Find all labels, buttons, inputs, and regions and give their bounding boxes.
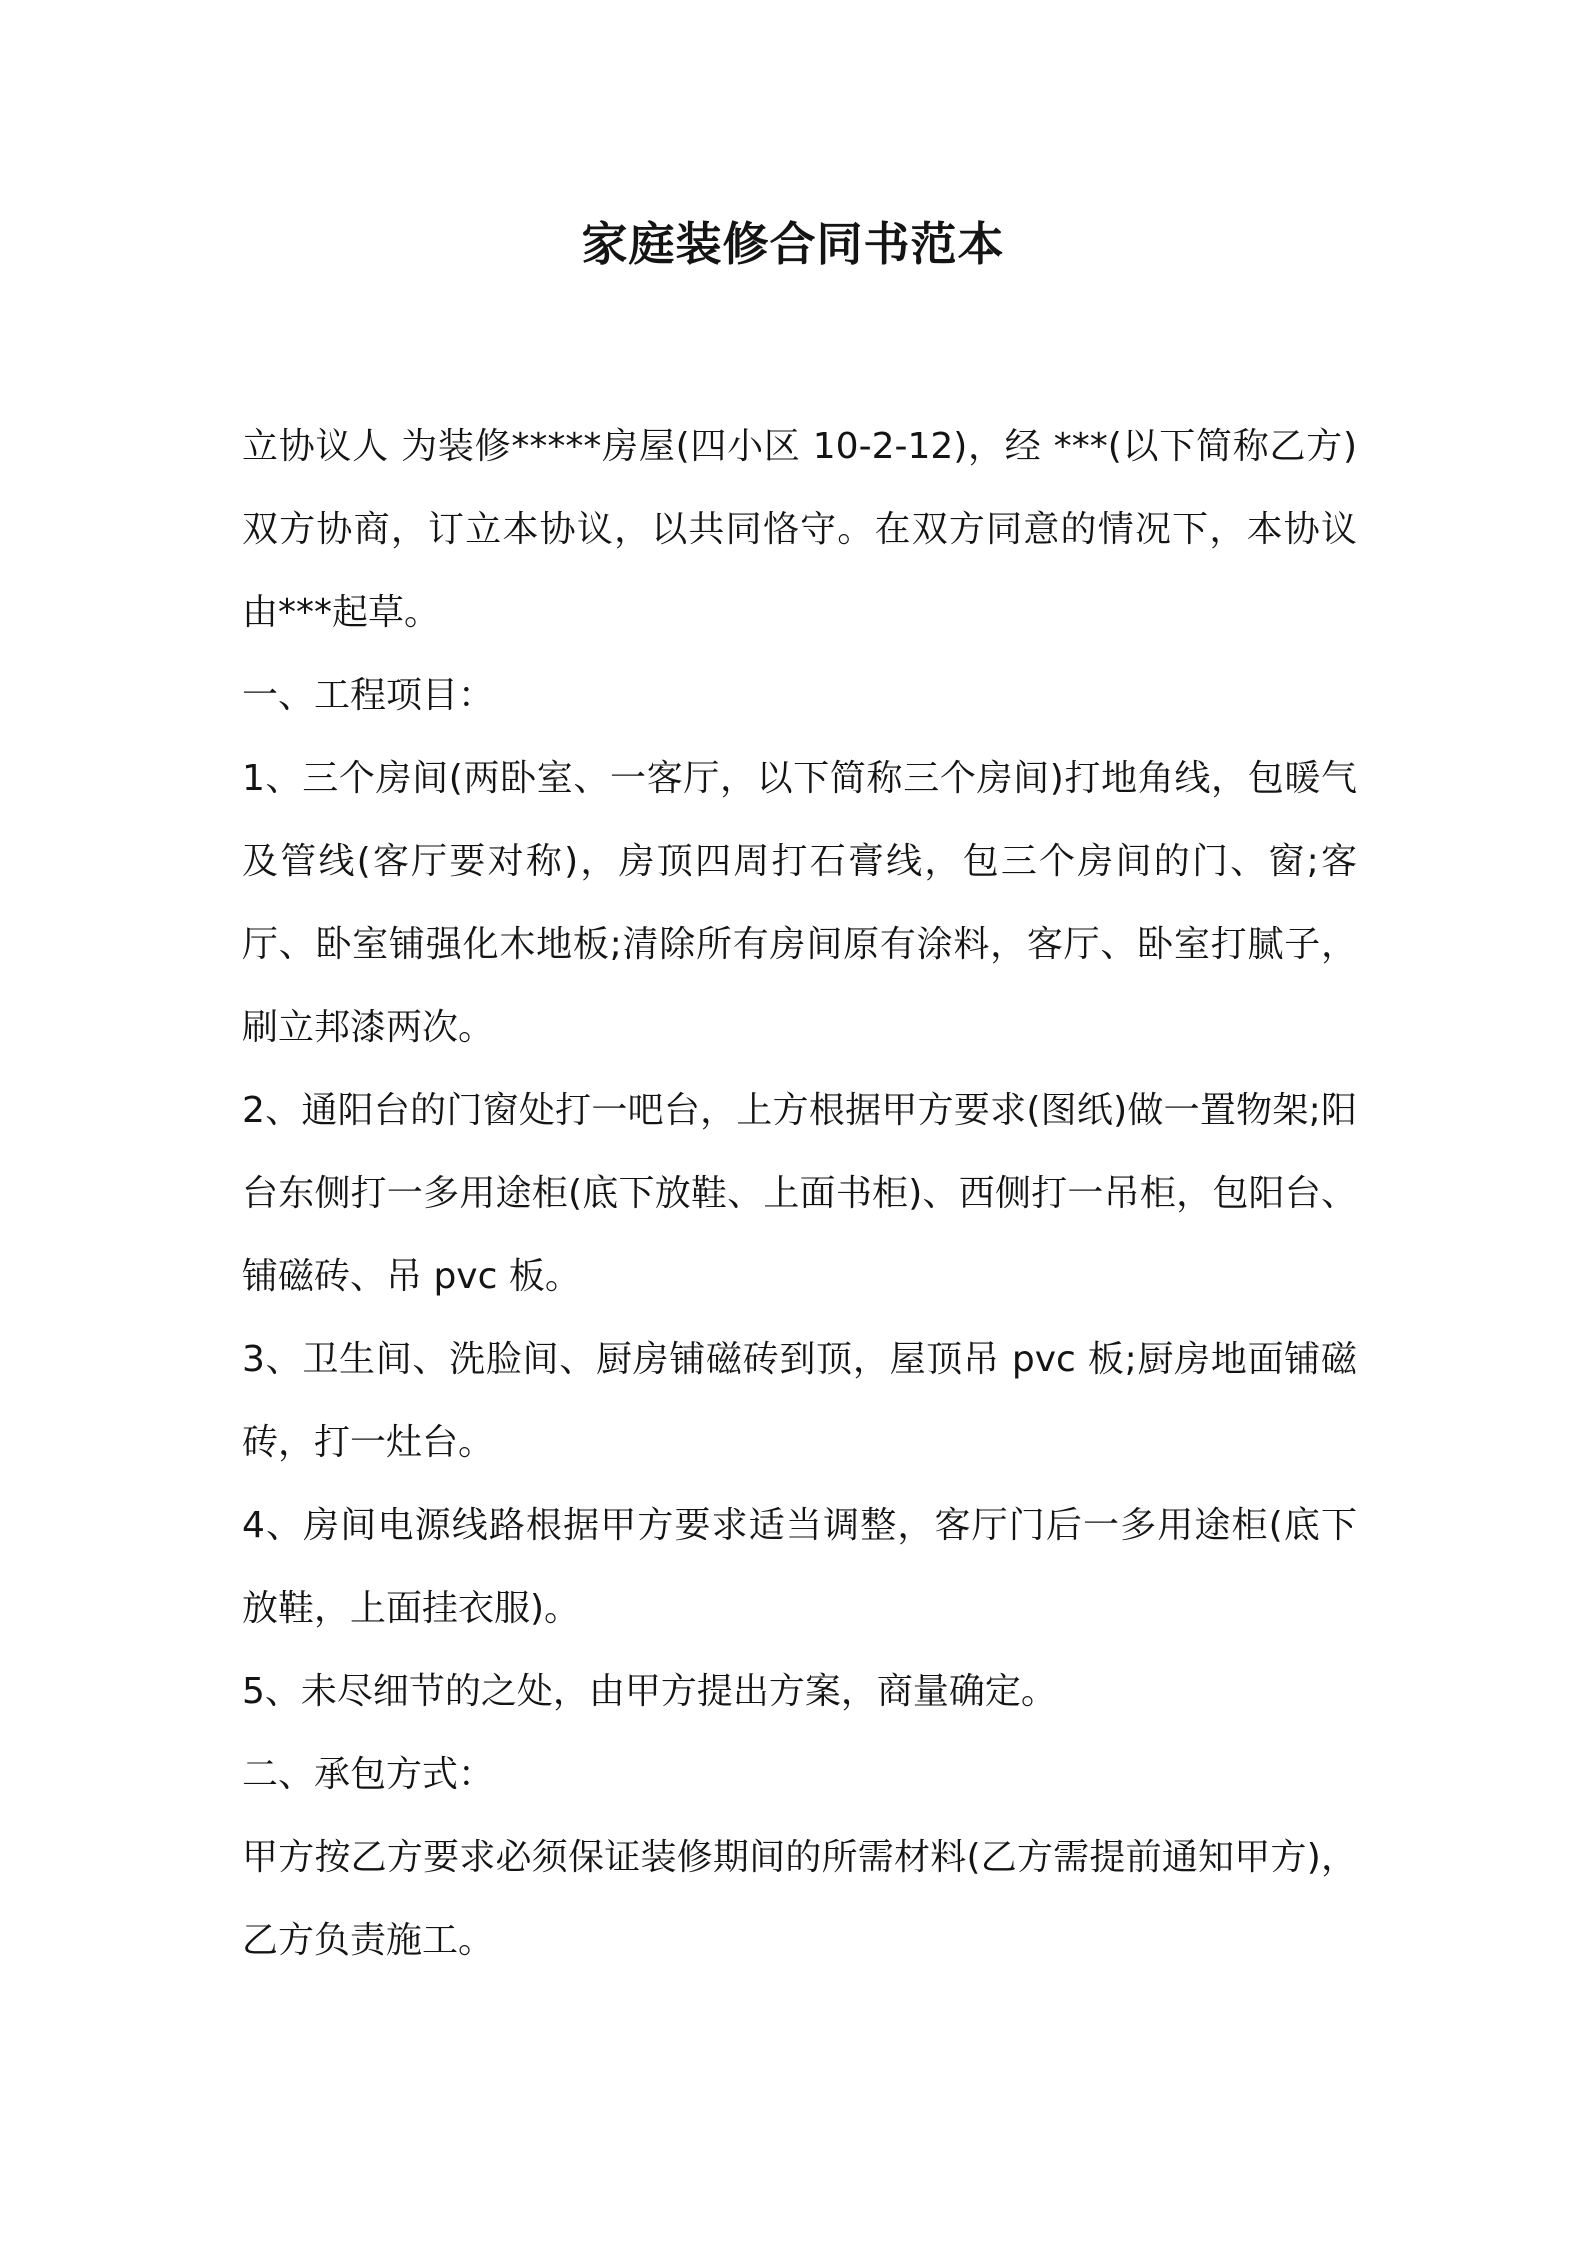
- list-item-1: 1、三个房间(两卧室、一客厅，以下简称三个房间)打地角线，包暖气及管线(客厅要对称)，房顶四周打石膏线，包三个房间的门、窗;客厅、卧室铺强化木地板;清除所有房间原有涂料，客厅、卧室打腻子，刷立邦漆两次。: [242, 758, 1357, 1048]
- paragraph-contract-method: 甲方按乙方要求必须保证装修期间的所需材料(乙方需提前通知甲方)，乙方负责施工。: [242, 1837, 1357, 1961]
- document-body: [242, 405, 1357, 1982]
- section-heading-contract-method: 二、承包方式：: [242, 1754, 495, 1795]
- list-item-4: 4、房间电源线路根据甲方要求适当调整，客厅门后一多用途柜(底下放鞋，上面挂衣服)。: [242, 1505, 1357, 1629]
- document-title: 家庭装修合同书范本: [581, 217, 1005, 271]
- paragraph-preamble: 立协议人 为装修*****房屋(四小区 10-2-12)，经 ***(以下简称乙方)双方协商，订立本协议，以共同恪守。在双方同意的情况下，本协议由***起草。: [242, 426, 1357, 633]
- list-item-5: 5、未尽细节的之处，由甲方提出方案，商量确定。: [242, 1671, 1057, 1712]
- list-item-3: 3、卫生间、洗脸间、厨房铺磁砖到顶，屋顶吊 pvc 板;厨房地面铺磁砖，打一灶台。: [242, 1339, 1357, 1463]
- section-heading-project: 一、工程项目：: [242, 675, 495, 716]
- list-item-2: 2、通阳台的门窗处打一吧台，上方根据甲方要求(图纸)做一置物架;阳台东侧打一多用途柜(底下放鞋、上面书柜)、西侧打一吊柜，包阳台、铺磁砖、吊 pvc 板。: [242, 1090, 1357, 1297]
